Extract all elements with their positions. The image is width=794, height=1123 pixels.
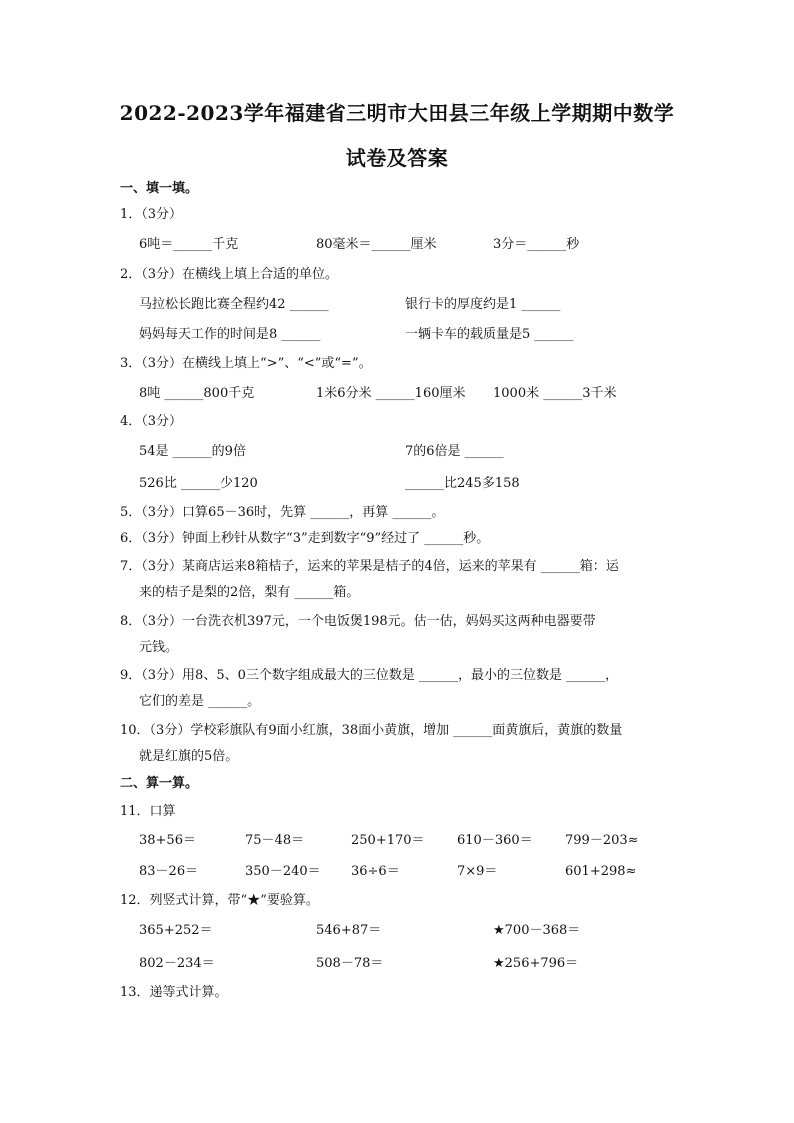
q3-item-c: 1000米 ______3千米: [493, 386, 617, 401]
q2-item-b: 银行卡的厚度约是1 ______: [405, 297, 561, 312]
q7-line2: 来的桔子是梨的2倍，梨有 ______箱。: [139, 585, 360, 600]
q8-line2: 元钱。: [139, 640, 179, 655]
q12-item: 508－78＝: [316, 956, 384, 971]
q11-item: 38+56＝: [139, 833, 196, 848]
q1-item-b: 80毫米＝______厘米: [316, 237, 437, 252]
q5-text: 5．（3分）口算65－36时，先算 ______，再算 ______。: [120, 505, 445, 520]
q2-head: 2．（3分）在横线上填上合适的单位。: [120, 267, 339, 282]
q7-line1: 7．（3分）某商店运来8箱桔子，运来的苹果是桔子的4倍，运来的苹果有 ______箱：运: [120, 559, 619, 574]
q6-text: 6．（3分）钟面上秒针从数字“3”走到数字“9”经过了 ______秒。: [120, 531, 490, 546]
q2-item-d: 一辆卡车的载质量是5 ______: [405, 327, 574, 342]
q11-item: 799－203≈: [565, 833, 639, 848]
q11-item: 75－48＝: [245, 833, 305, 848]
q8-line1: 8．（3分）一台洗衣机397元，一个电饭煲198元。估一估，妈妈买这两种电器要带: [120, 614, 596, 629]
q11-head: 11．口算: [120, 804, 176, 819]
q11-item: 83－26＝: [139, 864, 199, 879]
doc-title-line2: 试卷及答案: [345, 146, 449, 170]
q2-item-a: 马拉松长跑比赛全程约42 ______: [139, 297, 329, 312]
q11-item: 610－360＝: [457, 833, 533, 848]
q4-head: 4．（3分）: [120, 414, 183, 429]
q1-head: 1．（3分）: [120, 207, 183, 222]
q12-item: ★700－368＝: [493, 923, 581, 938]
doc-title-line1: 2022-2023学年福建省三明市大田县三年级上学期期中数学: [119, 101, 675, 125]
q3-head: 3．（3分）在横线上填上“>”、“<”或“=”。: [120, 356, 372, 371]
q10-line2: 就是红旗的5倍。: [139, 749, 239, 764]
q11-item: 7×9＝: [457, 864, 498, 879]
section-heading-calc: 二、算一算。: [120, 776, 199, 791]
q4-item-a: 54是 ______的9倍: [139, 444, 246, 459]
q1-item-a: 6吨＝______千克: [139, 237, 239, 252]
q9-line1: 9．（3分）用8、5、0三个数字组成最大的三位数是 ______，最小的三位数是 ______，: [120, 668, 619, 683]
q9-line2: 它们的差是 ______。: [139, 694, 261, 709]
q4-item-d: ______比245多158: [405, 476, 520, 491]
q12-item: 546+87＝: [316, 923, 382, 938]
q12-head: 12．列竖式计算，带“★”要验算。: [120, 893, 319, 908]
q1-item-c: 3分＝______秒: [493, 237, 580, 252]
q11-item: 350－240＝: [245, 864, 321, 879]
q11-item: 36÷6＝: [351, 864, 400, 879]
q3-item-b: 1米6分米 ______160厘米: [316, 386, 466, 401]
q3-item-a: 8吨 ______800千克: [139, 386, 255, 401]
q4-item-c: 526比 ______少120: [139, 476, 258, 491]
q11-item: 250+170＝: [351, 833, 425, 848]
q13-head: 13．递等式计算。: [120, 985, 228, 1000]
q4-item-b: 7的6倍是 ______: [405, 444, 504, 459]
q12-item: 365+252＝: [139, 923, 213, 938]
q12-item: 802－234＝: [139, 956, 215, 971]
q10-line1: 10．（3分）学校彩旗队有9面小红旗，38面小黄旗，增加 ______面黄旗后，黄旗的数量: [120, 723, 623, 738]
section-heading-fill: 一、填一填。: [120, 181, 199, 196]
q11-item: 601+298≈: [565, 864, 637, 879]
q2-item-c: 妈妈每天工作的时间是8 ______: [139, 327, 321, 342]
q12-item: ★256+796＝: [493, 956, 579, 971]
